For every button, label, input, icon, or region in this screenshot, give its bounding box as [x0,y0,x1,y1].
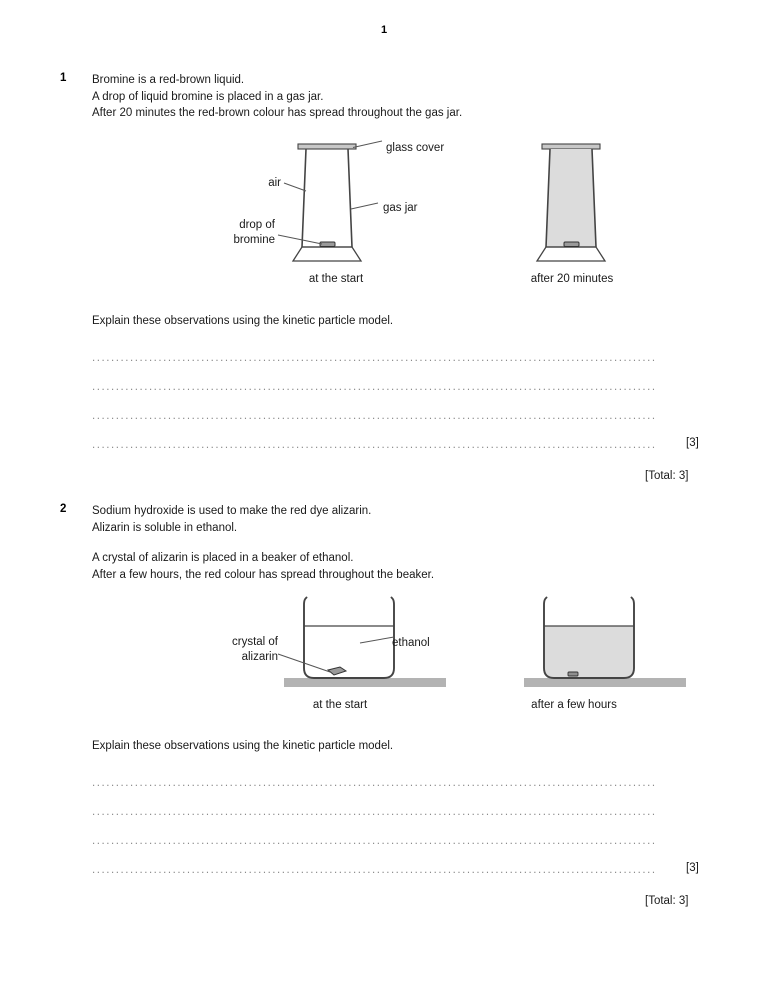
gas-jar-base [293,247,361,261]
caption-at-the-start-q2: at the start [312,699,368,711]
question-2-line-5: After a few hours, the red colour has spread throughout the beaker. [92,568,435,581]
bromine-drop-shape [564,242,579,247]
air-leader [284,183,306,191]
question-2-marks: [3] [686,862,699,874]
question-1-prompt: Explain these observations using the kinetic particle model. [92,315,394,327]
caption-at-the-start-q1: at the start [308,273,364,285]
bromine-drop-shape [320,242,335,247]
bench-surface [284,678,446,687]
caption-after-20-minutes: after 20 minutes [530,273,614,285]
question-2-line-1: Sodium hydroxide is used to make the red dye alizarin. [92,505,372,517]
answer-line[interactable]: ....................................................................................................................... [92,835,657,847]
label-drop-of-bromine-line-1: drop of [239,219,275,231]
page-number: 1 [380,24,388,36]
gas-jar-base [537,247,605,261]
bench-surface [524,678,686,687]
label-crystal-of-alizarin-line-1: crystal of [231,636,278,648]
label-drop-of-bromine-line-2: bromine [233,234,275,246]
answer-line[interactable]: ....................................................................................................................... [92,864,657,876]
question-1-number: 1 [60,72,67,84]
label-ethanol: ethanol [392,637,430,649]
glass-cover-shape [298,144,356,149]
question-1-line-2: A drop of liquid bromine is placed in a gas jar. [92,90,324,103]
question-2-line-2: Alizarin is soluble in ethanol. [92,521,238,534]
question-2-prompt: Explain these observations using the kinetic particle model. [92,740,394,752]
question-2-line-4: A crystal of alizarin is placed in a beaker of ethanol. [92,552,354,564]
answer-line[interactable]: ....................................................................................................................... [92,410,657,422]
answer-line[interactable]: ....................................................................................................................... [92,352,657,364]
answer-line[interactable]: ....................................................................................................................... [92,777,657,789]
question-2-number: 2 [60,503,67,515]
bromine-drop-leader [278,235,322,244]
gas-jar-walls [302,149,352,247]
label-air: air [268,177,281,189]
answer-line[interactable]: ....................................................................................................................... [92,439,657,451]
label-glass-cover: glass cover [386,142,445,154]
answer-line[interactable]: ....................................................................................................................... [92,381,657,393]
label-gas-jar: gas jar [383,202,418,214]
alizarin-crystal-shape [328,667,346,675]
gas-jar-vapour-fill [546,149,596,247]
solution-fill [544,626,634,678]
beaker-outline [304,598,394,679]
glass-cover-leader [353,141,382,148]
question-1-line-3: After 20 minutes the red-brown colour has spread throughout the gas jar. [92,107,463,119]
gas-jar-leader [351,203,378,209]
label-crystal-of-alizarin-line-2: alizarin [241,651,278,663]
gas-jar-start-diagram [236,138,476,278]
question-1-line-1: Bromine is a red-brown liquid. [92,74,245,86]
glass-cover-shape [542,144,600,149]
question-2-total: [Total: 3] [645,895,689,907]
answer-line[interactable]: ....................................................................................................................... [92,806,657,818]
ethanol-leader [360,637,394,643]
alizarin-crystal-shape [568,672,578,676]
caption-after-a-few-hours: after a few hours [531,699,617,711]
question-1-total: [Total: 3] [645,470,689,482]
question-1-marks: [3] [686,437,699,449]
gas-jar-after-diagram [480,138,680,278]
beaker-after-diagram [476,596,676,696]
